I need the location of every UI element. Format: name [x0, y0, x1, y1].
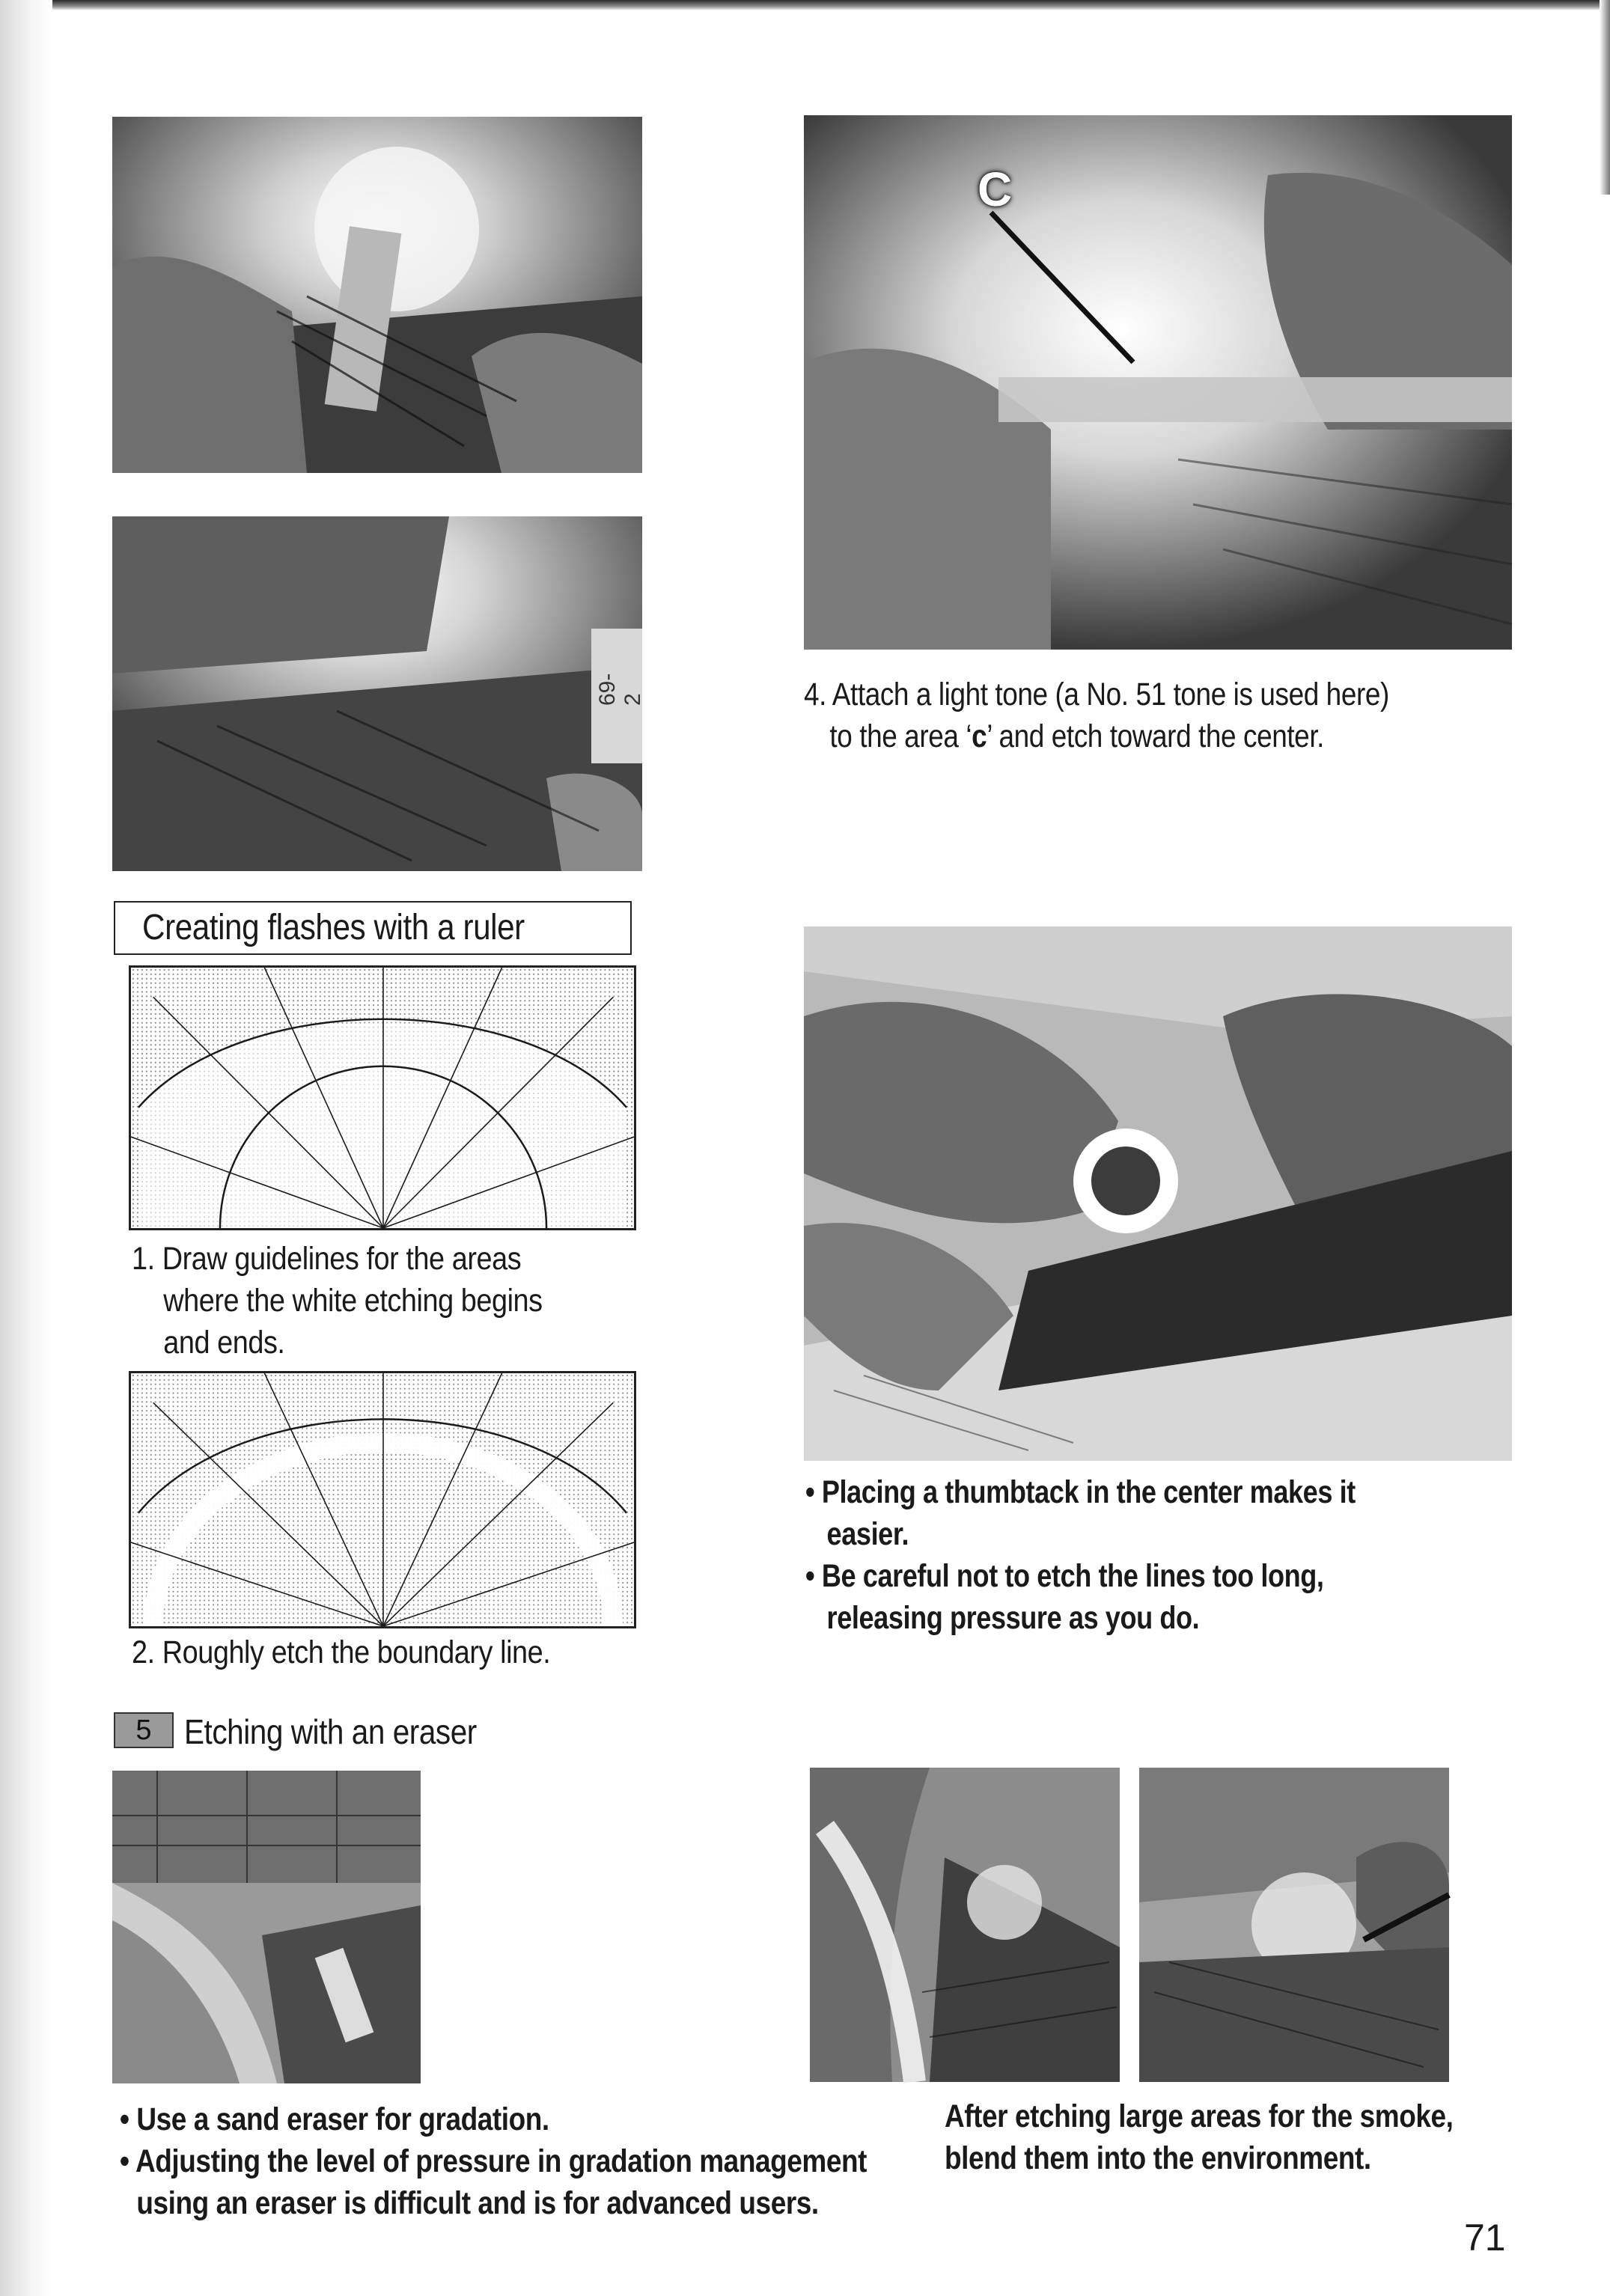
section-heading-eraser — [184, 1711, 516, 1753]
ruler-tip2-line2: releasing pressure as you do. — [826, 1600, 1200, 1636]
photo-etching-with-ruler — [804, 926, 1512, 1461]
eraser-tip2-line2: using an eraser is difficult and is for advanced users. — [136, 2185, 819, 2221]
smoke-caption-line2: blend them into the environment. — [945, 2140, 1371, 2176]
ruler-tips — [805, 1471, 1356, 1639]
page-scan-right-edge — [1600, 0, 1610, 195]
page-scan-left-edge — [0, 0, 52, 2296]
smoke-caption-line1: After etching large areas for the smoke, — [945, 2098, 1454, 2134]
step4-line2-end: ’ and etch toward the center. — [987, 718, 1325, 754]
ruler-step1-line3: and ends. — [163, 1325, 285, 1361]
ruler-tip2-line1: • Be careful not to etch the lines too long, — [805, 1558, 1324, 1594]
page-number: 71 — [1464, 2217, 1506, 2259]
photo-smoke-etched — [810, 1768, 1120, 2082]
step4-line2-start: to the area ‘ — [829, 718, 972, 754]
smoke-caption — [945, 2095, 1453, 2179]
diagram-guidelines — [129, 965, 636, 1230]
step4-line2 — [804, 715, 1389, 757]
ruler-tip1-line2: easier. — [826, 1516, 909, 1552]
step4-line1: 4. Attach a light tone (a No. 51 tone is used here) — [804, 677, 1389, 712]
section-heading-ruler-text: Creating flashes with a ruler — [142, 908, 525, 947]
section-heading-ruler — [114, 901, 632, 955]
ruler-step1-line1: 1. Draw guidelines for the areas — [132, 1241, 522, 1277]
ruler-tip1-line1: • Placing a thumbtack in the center makes it — [805, 1474, 1356, 1510]
ruler-step2-caption — [132, 1631, 550, 1673]
photo-attach-light-tone — [804, 115, 1512, 650]
photo-etching-with-blade — [112, 516, 645, 871]
photo-smoke-blending — [1139, 1768, 1449, 2082]
photo-etching-with-eraser — [112, 1771, 421, 2083]
section-heading-eraser-text: Etching with an eraser — [184, 1712, 477, 1751]
eraser-tips — [120, 2098, 867, 2224]
step4-caption — [804, 674, 1389, 757]
figure-label-c: C — [978, 162, 1013, 216]
eraser-tip2-line1: • Adjusting the level of pressure in gradation management — [120, 2143, 867, 2179]
eraser-tip1-line1: • Use a sand eraser for gradation. — [120, 2101, 549, 2137]
photo-etching-with-scraper — [112, 117, 642, 473]
ruler-step1-line2: where the white etching begins — [163, 1283, 543, 1319]
ruler-step1-caption — [132, 1238, 543, 1364]
page-scan-top-edge — [0, 0, 1610, 10]
step4-area-c: c — [972, 718, 987, 754]
photo-side-annotation: 69-2 — [595, 673, 645, 706]
diagram-etched-boundary — [129, 1371, 636, 1628]
step-number-badge: 5 — [114, 1712, 174, 1748]
ruler-step2-line1: 2. Roughly etch the boundary line. — [132, 1634, 551, 1670]
